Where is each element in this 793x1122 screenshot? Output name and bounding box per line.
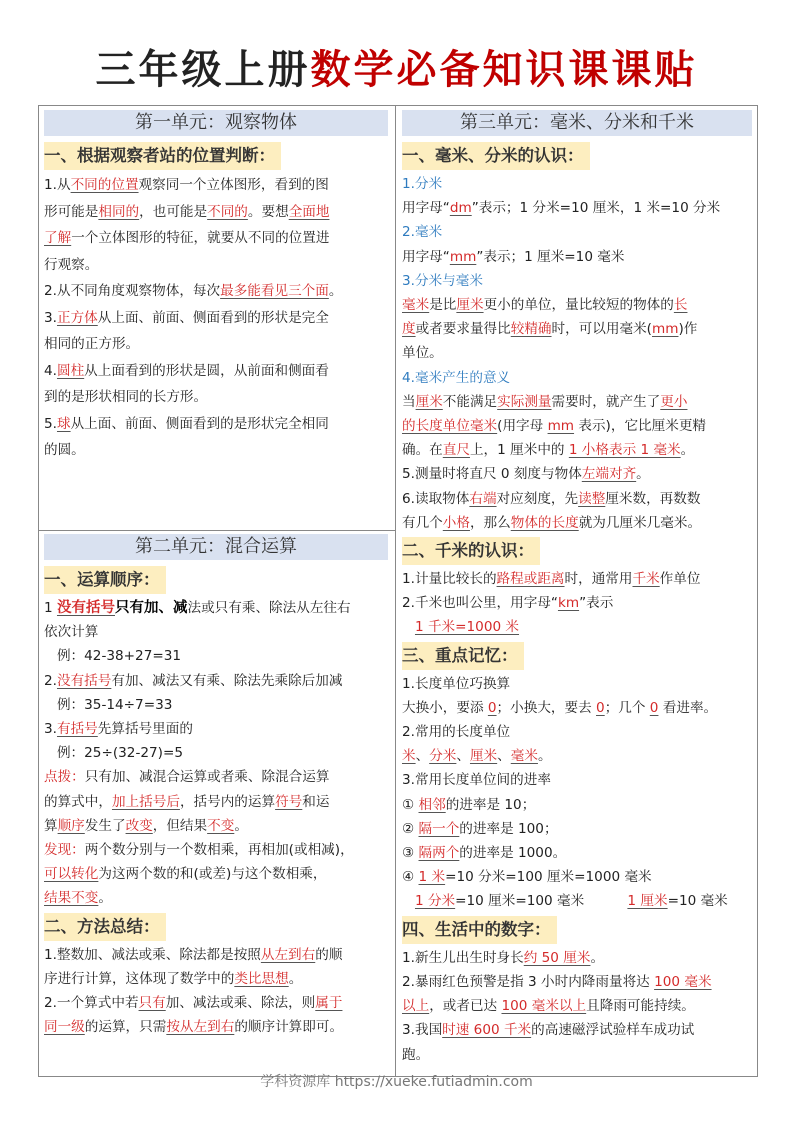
highlight-segment: 相同的 — [98, 203, 140, 220]
highlight-segment: 不同的位置 — [70, 177, 139, 193]
highlight-segment: 球 — [56, 415, 71, 432]
text-segment: 从上面、前面、侧面看到的形状是完全 — [97, 309, 329, 326]
highlight-segment: 左端对齐 — [581, 466, 637, 483]
text-line — [44, 644, 388, 668]
highlight-segment: 1 分米 — [414, 893, 456, 910]
text-segment: 就为几厘米几毫米。 — [578, 514, 702, 531]
text-segment: 例：25÷(32-27)=5 — [44, 745, 183, 762]
text-segment: 确。在 — [402, 442, 443, 459]
highlight-segment: mm — [449, 248, 477, 265]
highlight-segment: 发现： — [44, 842, 85, 859]
text-segment: 2.从不同角度观察物体，每次 — [44, 283, 221, 299]
text-segment: ”表示；1 分米=10 厘米，1 米=10 分米 — [471, 200, 721, 217]
text-segment: =10 毫米 — [667, 893, 728, 910]
highlight-segment: 厘米 — [456, 297, 484, 314]
text-line — [44, 1015, 388, 1039]
text-segment: ；小换大，要去 — [496, 699, 597, 716]
text-segment: 2.暴雨红色预警是指 3 小时内降雨量将达 — [402, 973, 655, 990]
highlight-segment: 正方体 — [56, 309, 98, 326]
text-segment: 作单位 — [659, 571, 701, 588]
text-line — [402, 196, 752, 220]
text-segment: ”表示；1 厘米=10 毫米 — [476, 248, 625, 265]
text-line — [44, 596, 388, 620]
text-line — [44, 862, 388, 886]
text-segment: 。 — [537, 748, 552, 765]
text-segment: 相同的正方形。 — [44, 336, 140, 352]
highlight-segment: 厘米 — [415, 393, 443, 410]
highlight-segment: 长 — [673, 297, 688, 314]
highlight-segment: 可以转化 — [44, 866, 99, 883]
highlight-segment: 度 — [402, 321, 416, 338]
highlight-segment: 较精确 — [510, 321, 552, 338]
highlight-segment: 只有 — [138, 995, 166, 1012]
text-segment: 、 — [456, 748, 470, 765]
text-segment: 4. — [44, 362, 57, 379]
text-segment: ，也可能是 — [139, 203, 208, 220]
highlight-segment: 物体的长度 — [510, 514, 579, 531]
text-segment: 的算式中， — [44, 793, 112, 810]
section-heading: 二、千米的认识： — [402, 537, 540, 565]
highlight-segment: 1 千米=1000 米 — [414, 619, 520, 636]
highlight-segment: 时速 600 千米 — [442, 1022, 532, 1039]
footer-watermark: 学科资源库 https://xueke.futiadmin.com — [260, 1074, 533, 1090]
text-segment: 有加、减法又有乘、除法先乘除后加减 — [111, 672, 343, 689]
highlight-segment: 只有加、减 — [114, 600, 188, 616]
text-line — [44, 693, 388, 717]
text-segment: ；几个 — [604, 699, 650, 716]
text-segment: 算 — [44, 817, 58, 834]
text-segment: 法或只有乘、除法从左往右 — [187, 600, 351, 616]
text-segment: (用字母 — [497, 418, 548, 435]
text-segment: 对应刻度，先 — [496, 490, 579, 507]
text-line — [44, 278, 388, 305]
text-segment: 例：35-14÷7=33 — [44, 696, 173, 713]
text-segment: 、 — [497, 748, 511, 765]
highlight-segment: 3.分米与毫米 — [402, 272, 483, 289]
text-segment: 从上面、前面、侧面看到的是形状完全相同 — [70, 415, 329, 432]
highlight-segment: km — [557, 595, 580, 612]
text-line — [402, 487, 752, 511]
text-line — [44, 384, 388, 411]
text-segment: 加、减法或乘、除法，则 — [165, 995, 316, 1012]
text-line — [44, 717, 388, 741]
highlight-segment: 隔两个 — [418, 845, 460, 862]
highlight-segment: 1 米 — [418, 869, 446, 886]
unit-divider — [38, 530, 395, 531]
section-heading: 一、运算顺序： — [44, 566, 166, 594]
text-segment: 、 — [415, 748, 430, 765]
highlight-segment: 1 小格表示 1 毫米 — [568, 442, 681, 459]
text-segment: 的圆。 — [44, 442, 85, 458]
text-segment: 。 — [288, 970, 303, 987]
highlight-segment: 更小 — [660, 393, 688, 410]
text-line — [402, 269, 752, 293]
text-segment: 更小的单位，量比较短的物体的 — [483, 297, 674, 314]
text-line — [44, 225, 388, 252]
text-line — [402, 511, 752, 535]
text-segment: 1.整数加、减法或乘、除法都是按照 — [44, 946, 261, 963]
text-segment: 的进率是 100； — [459, 820, 558, 837]
text-segment: ④ — [402, 869, 419, 886]
text-line — [44, 172, 388, 199]
unit1-panel — [44, 110, 388, 464]
text-segment: 5.测量时将直尺 0 刻度与物体 — [402, 466, 582, 483]
highlight-segment: mm — [652, 321, 679, 338]
text-line — [402, 720, 752, 744]
text-line — [44, 252, 388, 279]
text-line — [44, 331, 388, 358]
text-segment: 的运算，只需 — [84, 1019, 167, 1036]
highlight-segment: dm — [449, 200, 472, 217]
text-line — [402, 696, 752, 720]
highlight-segment: 实际测量 — [497, 393, 552, 410]
highlight-segment: 0 — [596, 699, 605, 716]
text-segment: 的进率是 10； — [445, 796, 536, 813]
text-segment: =10 厘米=100 毫米 — [455, 893, 628, 910]
text-segment: 2. — [44, 672, 57, 689]
text-segment: 。 — [234, 817, 248, 834]
unit2-panel — [44, 534, 388, 1039]
text-line — [44, 967, 388, 991]
text-line — [44, 790, 388, 814]
text-line — [402, 438, 752, 462]
text-line — [402, 946, 752, 970]
highlight-segment: 类比思想 — [234, 970, 289, 987]
text-line — [44, 669, 388, 693]
highlight-segment: 的长度单位毫米 — [402, 418, 498, 435]
text-segment: 6.读取物体 — [402, 490, 470, 507]
text-line — [402, 970, 752, 994]
text-segment: 。 — [680, 442, 695, 459]
text-line — [402, 390, 752, 414]
highlight-segment: 毫米 — [402, 297, 430, 314]
text-segment: ，那么 — [469, 514, 511, 531]
text-segment: ，或者已达 — [429, 998, 502, 1015]
text-segment: 1 — [44, 600, 57, 616]
text-line — [402, 672, 752, 696]
text-line — [402, 889, 752, 913]
text-segment: 的高速磁浮试验样车成功试 — [531, 1022, 695, 1039]
text-line — [44, 411, 388, 438]
text-segment: 3. — [44, 309, 57, 326]
text-line — [402, 462, 752, 486]
text-segment: 看进率。 — [658, 699, 718, 716]
highlight-segment: 不同的 — [207, 203, 248, 220]
text-line — [402, 768, 752, 792]
text-segment: 厘米数，再数数 — [605, 490, 701, 507]
text-segment: 3.常用长度单位间的进率 — [402, 772, 551, 789]
text-segment: 一个立体图形的特征，就要从不同的位置进 — [71, 230, 330, 246]
text-segment: 大换小，要添 — [402, 699, 488, 716]
text-line — [402, 172, 752, 196]
text-segment: 。 — [636, 466, 650, 483]
highlight-segment: 米 — [402, 748, 416, 765]
text-segment: =10 分米=100 厘米=1000 毫米 — [445, 869, 652, 886]
text-segment: 。 — [590, 949, 605, 966]
text-segment: 3.我国 — [402, 1022, 443, 1039]
text-line — [44, 620, 388, 644]
column-divider — [395, 105, 396, 1077]
highlight-segment: 改变 — [125, 817, 153, 834]
unit-title: 第三单元：毫米、分米和千米 — [402, 110, 752, 136]
text-line — [402, 744, 752, 768]
text-line — [44, 943, 388, 967]
text-segment: 的顺序计算即可。 — [234, 1019, 344, 1036]
text-segment: 有几个 — [402, 514, 443, 531]
text-segment — [402, 619, 415, 635]
highlight-segment: 2.毫米 — [402, 224, 443, 241]
highlight-segment: 100 毫米 — [654, 973, 712, 990]
text-segment: 当 — [402, 393, 416, 410]
text-line — [44, 305, 388, 332]
highlight-segment: 加上括号后 — [111, 793, 180, 810]
text-segment: 用字母“ — [402, 248, 450, 265]
text-segment: ，但结果 — [152, 817, 208, 834]
text-segment: 。 — [98, 890, 112, 907]
text-segment: 依次计算 — [44, 624, 99, 641]
text-segment: 跑。 — [402, 1046, 430, 1063]
highlight-segment: 100 毫米以上 — [501, 998, 587, 1015]
section-heading: 一、根据观察者站的位置判断： — [44, 142, 281, 170]
text-segment: 时，通常用 — [564, 571, 633, 588]
unit-title: 第二单元：混合运算 — [44, 534, 388, 560]
text-segment: 观察同一个立体图形，看到的图 — [138, 177, 329, 193]
highlight-segment: 路程或距离 — [496, 571, 565, 588]
text-segment: 形可能是 — [44, 203, 99, 220]
unit3-panel — [402, 110, 752, 1067]
text-segment: 表示)，它比厘米更精 — [574, 418, 707, 435]
text-segment: )作 — [678, 321, 698, 338]
text-segment: ，括号内的运算 — [179, 793, 276, 810]
highlight-segment: 厘米 — [469, 748, 498, 765]
text-segment: 到的是形状相同的长方形。 — [44, 389, 208, 405]
text-segment: 且降雨可能持续。 — [586, 998, 695, 1015]
title-part-black: 三年级上册 — [95, 46, 311, 93]
section-heading: 三、重点记忆： — [402, 642, 524, 670]
highlight-segment: 直尺 — [442, 442, 470, 459]
highlight-segment: mm — [547, 418, 575, 435]
text-segment: 2.常用的长度单位 — [402, 724, 511, 741]
text-segment: 为这两个数的和(或差)与这个数相乘， — [98, 866, 327, 883]
highlight-segment: 4.毫米产生的意义 — [402, 369, 511, 386]
text-segment: 。 — [328, 283, 343, 299]
highlight-segment: 圆柱 — [56, 362, 85, 379]
text-segment: 先算括号里面的 — [97, 721, 193, 738]
text-segment: 的顺 — [315, 946, 343, 963]
highlight-segment: 最多能看见三个面 — [220, 283, 329, 299]
highlight-segment: 有括号 — [56, 721, 98, 738]
text-segment: ③ — [402, 845, 419, 862]
highlight-segment: 属于 — [315, 995, 343, 1012]
section-heading: 一、毫米、分米的认识： — [402, 142, 590, 170]
text-line — [402, 817, 752, 841]
highlight-segment: 毫米 — [510, 748, 538, 765]
text-line — [44, 991, 388, 1015]
text-segment: 1.长度单位巧换算 — [402, 675, 511, 692]
text-line — [44, 358, 388, 385]
text-segment: 两个数分别与一个数相乘，再相加(或相减)， — [84, 842, 354, 859]
text-segment: 只有加、减混合运算或者乘、除混合运算 — [84, 769, 330, 786]
highlight-segment: 1 厘米 — [627, 893, 668, 910]
text-line — [402, 366, 752, 390]
text-segment: ① — [402, 796, 419, 813]
highlight-segment: 符号 — [275, 793, 303, 810]
highlight-segment: 从左到右 — [260, 946, 316, 963]
text-line — [402, 865, 752, 889]
highlight-segment: 右端 — [469, 490, 497, 507]
text-segment: 5. — [44, 415, 57, 432]
text-segment: 时，可以用毫米( — [551, 321, 652, 338]
highlight-segment: 0 — [487, 699, 497, 716]
highlight-segment: 约 50 厘米 — [523, 949, 591, 966]
text-line — [44, 765, 388, 789]
text-segment: ”表示 — [579, 595, 614, 612]
text-segment: 3. — [44, 721, 57, 738]
text-segment: 1.计量比较长的 — [402, 571, 497, 588]
section-heading: 二、方法总结： — [44, 913, 166, 941]
highlight-segment: 以上 — [402, 998, 430, 1015]
highlight-segment: 点拨： — [44, 769, 85, 786]
highlight-segment: 全面地 — [288, 203, 330, 220]
highlight-segment: 顺序 — [57, 817, 85, 834]
text-line — [402, 220, 752, 244]
text-segment: 2.千米也叫公里，用字母“ — [402, 595, 558, 612]
text-segment — [402, 893, 415, 909]
highlight-segment: 同一级 — [44, 1019, 85, 1036]
page-title — [0, 38, 793, 95]
highlight-segment: 0 — [649, 699, 659, 716]
highlight-segment: 结果不变 — [44, 890, 99, 907]
text-line — [402, 615, 752, 639]
text-segment: 需要时，就产生了 — [551, 393, 661, 410]
text-line — [402, 1018, 752, 1042]
title-part-red: 数学必备知识课课贴 — [310, 46, 698, 93]
text-line — [402, 1043, 752, 1067]
text-segment: 例：42-38+27=31 — [44, 648, 182, 665]
text-line — [402, 567, 752, 591]
text-line — [402, 994, 752, 1018]
highlight-segment: 1.分米 — [402, 176, 443, 192]
highlight-segment: 相邻 — [418, 796, 446, 813]
highlight-segment: 分米 — [429, 748, 457, 765]
text-segment: 2.一个算式中若 — [44, 995, 139, 1012]
text-segment: ② — [402, 820, 419, 837]
section-heading: 四、生活中的数字： — [402, 916, 557, 944]
text-segment: 的进率是 1000。 — [459, 845, 567, 862]
text-segment: 或者要求量得比 — [415, 321, 511, 338]
highlight-segment: 没有括号 — [56, 600, 115, 616]
text-segment: 发生了 — [84, 817, 126, 834]
text-line — [402, 793, 752, 817]
highlight-segment: 没有括号 — [56, 672, 112, 689]
text-line — [44, 814, 388, 838]
unit-title: 第一单元：观察物体 — [44, 110, 388, 136]
text-line — [402, 414, 752, 438]
text-line — [402, 293, 752, 317]
highlight-segment: 读整 — [578, 490, 606, 507]
text-segment: 上，1 厘米中的 — [469, 442, 569, 459]
text-line — [44, 199, 388, 226]
highlight-segment: 按从左到右 — [166, 1019, 235, 1036]
text-line — [402, 317, 752, 341]
text-segment: 用字母“ — [402, 200, 450, 217]
text-segment: 1.新生儿出生时身长 — [402, 949, 524, 966]
highlight-segment: 隔一个 — [418, 820, 460, 837]
text-segment: 单位。 — [402, 345, 443, 362]
text-line — [44, 886, 388, 910]
text-line — [402, 245, 752, 269]
text-segment: 和运 — [302, 793, 330, 810]
text-segment: 行观察。 — [44, 256, 99, 273]
text-segment: 序进行计算，这体现了数学中的 — [44, 970, 235, 987]
text-line — [402, 591, 752, 615]
text-line — [44, 437, 388, 464]
highlight-segment: 不变 — [207, 817, 235, 834]
text-line — [402, 341, 752, 365]
text-segment: 。要想 — [247, 203, 289, 220]
text-line — [44, 741, 388, 765]
text-segment: 不能满足 — [442, 393, 498, 410]
text-segment: 是比 — [429, 297, 457, 314]
highlight-segment: 小格 — [442, 514, 470, 531]
text-line — [44, 838, 388, 862]
highlight-segment: 千米 — [632, 571, 660, 588]
highlight-segment: 了解 — [44, 230, 72, 246]
text-line — [402, 841, 752, 865]
text-segment: 1.从 — [44, 177, 71, 193]
text-segment: 从上面看到的形状是圆，从前面和侧面看 — [84, 362, 329, 379]
